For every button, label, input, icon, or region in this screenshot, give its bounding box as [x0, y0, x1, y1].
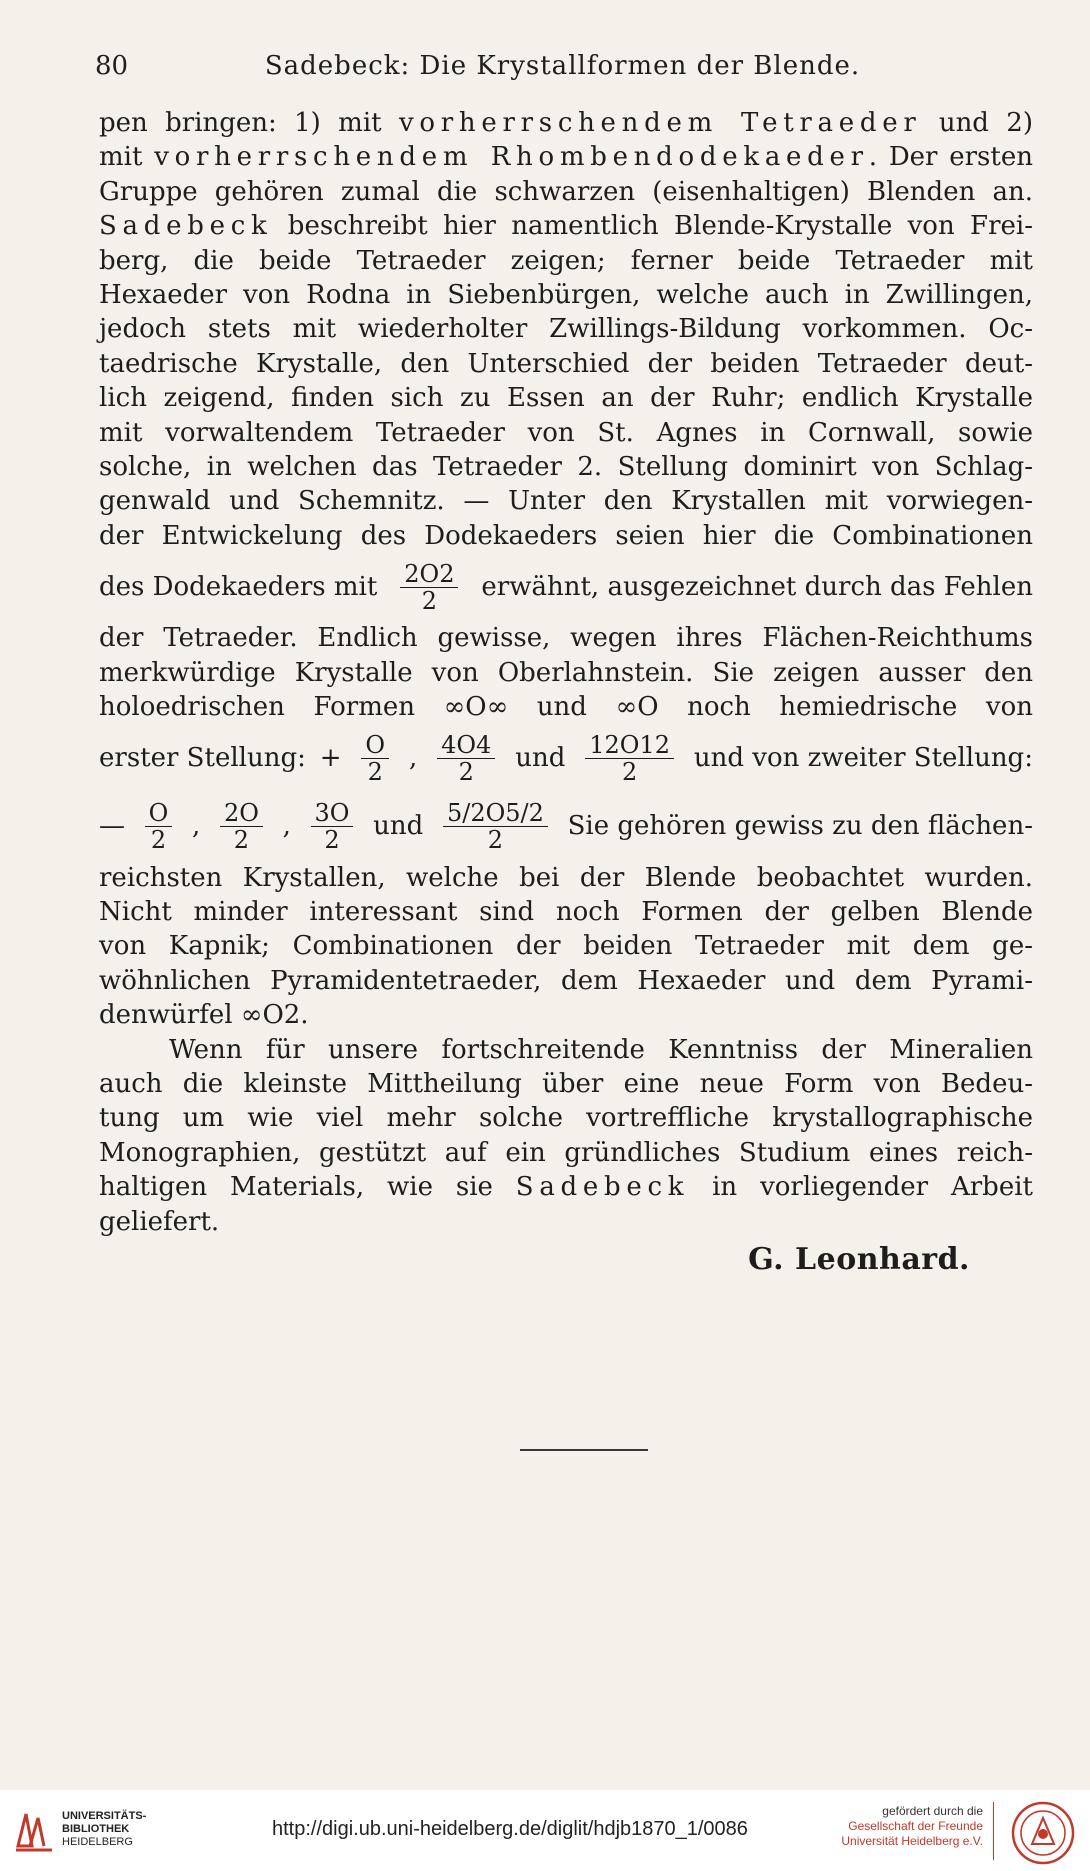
- text-line: [99, 863, 1033, 893]
- line-wrapper: [99, 106, 1033, 140]
- fraction-numerator: 4O4: [437, 732, 495, 759]
- text-line: [169, 1035, 1033, 1065]
- text-segment: reichsten Krystallen, welche bei der Blende beobachtet wurden.: [99, 862, 1033, 893]
- fraction-numerator: O: [145, 800, 173, 827]
- line-wrapper: [99, 416, 1033, 450]
- line-wrapper: [99, 484, 1033, 518]
- text-segment: von Kapnik; Combinationen der beiden Tetraeder mit dem ge-: [99, 931, 1033, 962]
- fraction-numerator: 3O: [311, 800, 354, 827]
- author-signature: G. Leonhard.: [748, 1242, 970, 1277]
- line-wrapper: [99, 209, 1033, 243]
- line-wrapper: [99, 519, 1033, 553]
- library-logo-icon: [12, 1806, 56, 1854]
- comma: ,: [408, 743, 418, 774]
- paragraph-1: [99, 106, 1033, 553]
- text-segment: wöhnlichen Pyramidentetraeder, dem Hexaeder und dem Pyrami-: [99, 965, 1033, 996]
- line-wrapper: [99, 450, 1033, 484]
- fraction-denominator: 2: [458, 758, 474, 786]
- fraction-numerator: 12O12: [585, 732, 674, 759]
- line-wrapper: [99, 312, 1033, 346]
- text-segment: Hexaeder von Rodna in Siebenbürgen, welche auch in Zwillingen,: [99, 280, 1033, 311]
- text-segment: und 2): [921, 108, 1033, 138]
- spaced-emphasis: vorherrschendem Rhombendodekaeder: [154, 142, 869, 173]
- line-wrapper: [99, 175, 1033, 209]
- fraction-denominator: 2: [324, 826, 340, 854]
- line-wrapper: [99, 895, 1033, 929]
- text-segment: haltigen Materials, wie sie: [99, 1172, 516, 1203]
- text-line: [99, 1103, 1033, 1133]
- text-line: [99, 211, 1033, 241]
- fraction-denominator: 2: [621, 758, 638, 786]
- fraction-denominator: 2: [150, 826, 167, 854]
- text-line: [99, 692, 1033, 722]
- text-line: [99, 280, 1033, 310]
- fraction-denominator: 2: [367, 758, 383, 786]
- text-segment: tung um wie viel mehr solche vortreffliche krystallographische: [99, 1103, 1033, 1134]
- text-segment: solche, in welchen das Tetraeder 2. Stellung dominirt von Schlag-: [99, 452, 1033, 483]
- fraction: [437, 732, 495, 785]
- text-segment: geliefert.: [99, 1206, 220, 1237]
- spaced-emphasis: Sadebeck: [99, 211, 273, 242]
- spaced-emphasis: Sadebeck: [515, 1172, 690, 1203]
- line-wrapper: [99, 347, 1033, 381]
- fraction-numerator: O: [361, 732, 389, 759]
- running-title: Sadebeck: Die Krystallformen der Blende.: [264, 51, 861, 81]
- line-wrapper: [99, 1136, 1033, 1170]
- text-line: [99, 1207, 219, 1237]
- minus-sign: —: [99, 811, 125, 842]
- fraction-denominator: 2: [487, 826, 504, 854]
- text-line: [99, 486, 1033, 516]
- line-wrapper: [99, 861, 1033, 895]
- text-line: [99, 108, 1033, 138]
- formula-line-2: [99, 725, 1033, 793]
- text-segment: der Tetraeder. Endlich gewisse, wegen ihres Flächen-Reichthums: [99, 623, 1033, 654]
- line-wrapper: [99, 1067, 1033, 1101]
- formula-line-3: [99, 793, 1033, 861]
- paragraph-2: [99, 1033, 1033, 1239]
- article-body: [99, 106, 1033, 1239]
- fraction-denominator: 2: [233, 826, 250, 854]
- section-divider: [520, 1449, 648, 1451]
- sponsor-divider: [993, 1802, 994, 1860]
- comma: ,: [282, 811, 291, 842]
- text-segment: beschreibt hier namentlich Blende-Krystalle von Frei-: [272, 211, 1033, 242]
- line-wrapper: [99, 998, 1033, 1032]
- text-line: [99, 142, 1033, 172]
- conjunction: und: [373, 811, 424, 842]
- line-wrapper: [99, 1205, 1033, 1239]
- paragraph-1-continued: [99, 621, 1033, 724]
- line-wrapper: [99, 964, 1033, 998]
- fraction-numerator: 2O2: [400, 561, 458, 588]
- line-wrapper: [99, 621, 1033, 655]
- formula-line-1: [99, 553, 1033, 621]
- text-line: [99, 314, 1033, 344]
- text-line: [99, 452, 1033, 482]
- sponsor-pre-text: gefördert durch die: [882, 1804, 983, 1818]
- running-header: [95, 46, 1030, 86]
- fraction-numerator: 5/2O5/2: [443, 800, 548, 827]
- text-segment: erwähnt, ausgezeichnet durch das Fehlen: [481, 572, 1033, 603]
- text-segment: der Entwickelung des Dodekaeders seien hier die Combinationen: [99, 520, 1033, 551]
- line-wrapper: [99, 381, 1033, 415]
- fraction: [220, 800, 263, 853]
- sponsor-credit: [841, 1804, 983, 1849]
- text-line: [99, 966, 1033, 996]
- spaced-emphasis: vorherrschendem Tetraeder: [398, 108, 922, 138]
- text-line: [99, 1138, 1033, 1168]
- library-name-line: HEIDELBERG: [62, 1836, 133, 1848]
- text-segment: Gruppe gehören zumal die schwarzen (eisenhaltigen) Blenden an.: [99, 176, 1033, 207]
- text-segment: pen bringen: 1) mit: [99, 108, 399, 138]
- library-name: [62, 1810, 146, 1849]
- plus-sign: +: [319, 743, 342, 774]
- text-line: [99, 658, 1033, 688]
- line-wrapper: [99, 1170, 1033, 1204]
- text-segment: Sie gehören gewiss zu den flächen-: [567, 811, 1033, 842]
- digitization-footer: [0, 1790, 1090, 1871]
- text-segment: mit vorwaltendem Tetraeder von St. Agnes in Cornwall, sowie: [99, 417, 1033, 448]
- text-segment: des Dodekaeders mit: [99, 572, 378, 603]
- text-segment: . Der ersten: [868, 142, 1033, 173]
- line-wrapper: [99, 690, 1033, 724]
- text-line: [99, 931, 1033, 961]
- fraction: [443, 800, 548, 853]
- line-wrapper: [99, 278, 1033, 312]
- line-wrapper: [99, 929, 1033, 963]
- text-line: [99, 1172, 1033, 1202]
- text-line: [99, 383, 1033, 413]
- text-segment: Nicht minder interessant sind noch Formen der gelben Blende: [99, 896, 1033, 927]
- text-segment: genwald und Schemnitz. — Unter den Krystallen mit vorwiegen-: [99, 486, 1033, 517]
- text-line: [99, 623, 1033, 653]
- university-seal-icon: [1010, 1800, 1076, 1866]
- sponsor-name-line: Universität Heidelberg e.V.: [841, 1834, 983, 1848]
- text-segment: auch die kleinste Mittheilung über eine neue Form von Bedeu-: [99, 1068, 1033, 1099]
- text-segment: Monographien, gestützt auf ein gründliches Studium eines reich-: [99, 1137, 1033, 1168]
- page-number: 80: [95, 51, 129, 81]
- library-name-line: BIBLIOTHEK: [62, 1823, 130, 1835]
- text-segment: denwürfel ∞O2.: [99, 1000, 309, 1031]
- text-segment: jedoch stets mit wiederholter Zwillings-Bildung vorkommen. Oc-: [99, 314, 1033, 345]
- line-wrapper: [99, 656, 1033, 690]
- conjunction: und: [515, 743, 566, 774]
- fraction: [585, 732, 674, 785]
- text-line: [99, 1069, 1033, 1099]
- text-line: [99, 1000, 309, 1030]
- permalink-url[interactable]: http://digi.ub.uni-heidelberg.de/diglit/hdjb1870_1/0086: [272, 1818, 748, 1840]
- line-wrapper: [99, 1101, 1033, 1135]
- text-segment: mit: [99, 142, 155, 173]
- library-name-line: UNIVERSITÄTS-: [62, 1810, 147, 1822]
- text-line: [99, 349, 1033, 379]
- line-wrapper: [99, 140, 1033, 174]
- text-line: [99, 897, 1033, 927]
- fraction: [311, 800, 354, 853]
- line-wrapper: [99, 244, 1033, 278]
- text-segment: und von zweiter Stellung:: [693, 743, 1033, 774]
- line-wrapper: [99, 1033, 1033, 1067]
- sponsor-name-line: Gesellschaft der Freunde: [848, 1819, 983, 1833]
- text-line: [99, 177, 1033, 207]
- fraction-numerator: 2O: [220, 800, 263, 827]
- fraction: [145, 800, 173, 853]
- text-segment: berg, die beide Tetraeder zeigen; ferner beide Tetraeder mit: [99, 245, 1033, 276]
- text-segment: holoedrischen Formen ∞O∞ und ∞O noch hemiedrische von: [99, 692, 1033, 723]
- fraction: [361, 732, 389, 785]
- text-segment: erster Stellung:: [99, 743, 306, 774]
- paragraph-1-end: [99, 861, 1033, 1033]
- text-segment: taedrische Krystalle, den Unterschied der beiden Tetraeder deut-: [99, 348, 1033, 379]
- text-segment: Wenn für unsere fortschreitende Kenntniss der Mineralien: [169, 1034, 1033, 1065]
- text-segment: in vorliegender Arbeit: [689, 1172, 1033, 1203]
- fraction-denominator: 2: [421, 586, 437, 615]
- text-segment: merkwürdige Krystalle von Oberlahnstein. Sie zeigen ausser den: [99, 657, 1033, 688]
- comma: ,: [192, 811, 201, 842]
- text-segment: lich zeigend, finden sich zu Essen an der Ruhr; endlich Krystalle: [99, 383, 1033, 414]
- text-line: [99, 246, 1033, 276]
- text-line: [99, 418, 1033, 448]
- text-line: [99, 521, 1033, 551]
- fraction: [400, 561, 458, 614]
